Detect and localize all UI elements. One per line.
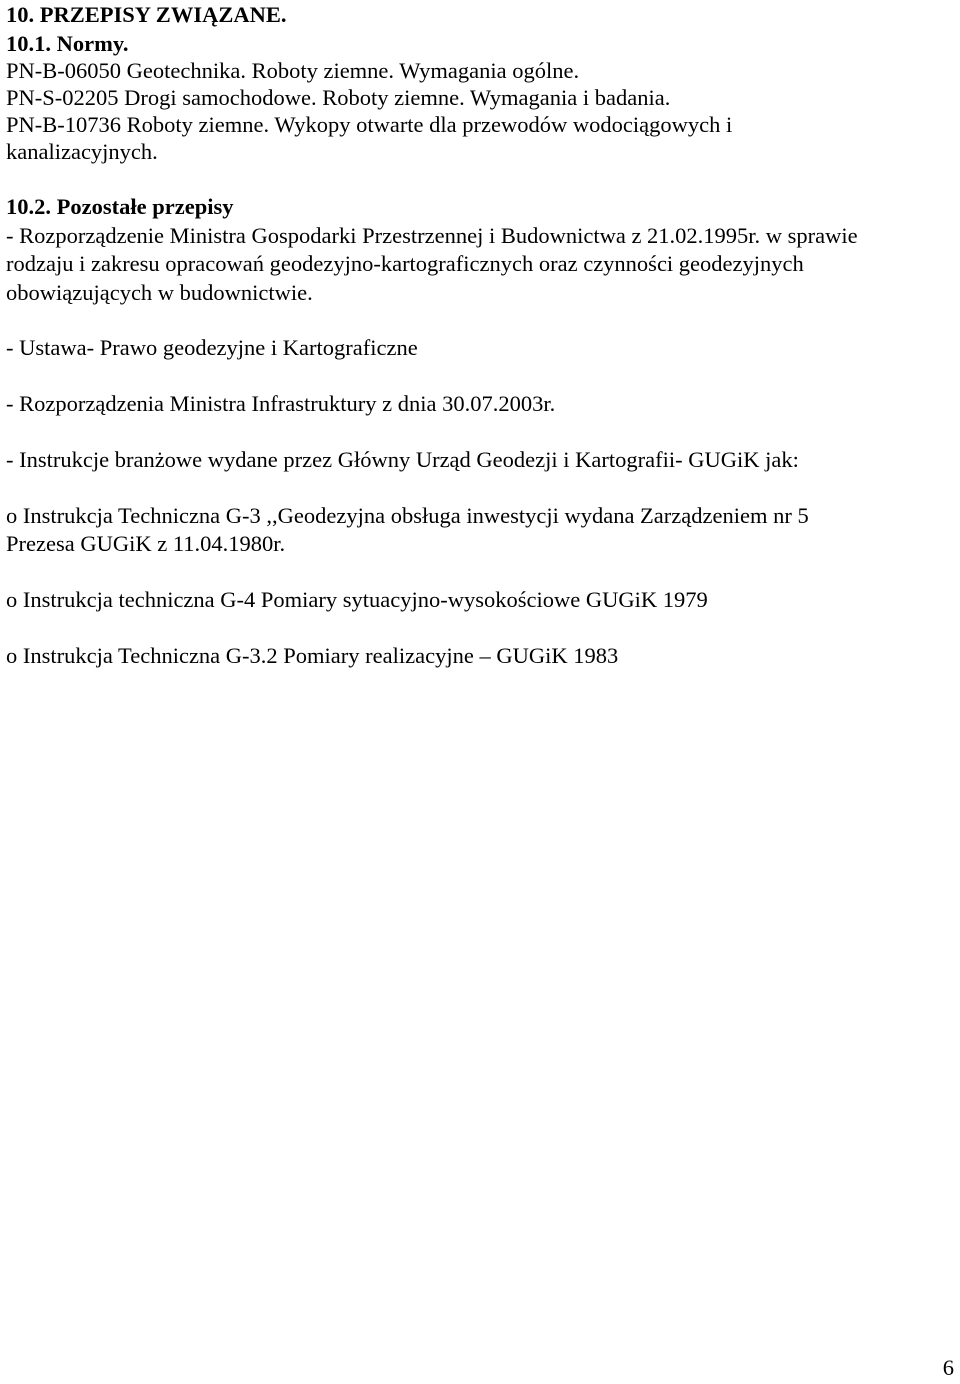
regulation-line: o Instrukcja Techniczna G-3.2 Pomiary realizacyjne – GUGiK 1983 [6, 643, 619, 668]
norm-line: PN-B-06050 Geotechnika. Roboty ziemne. Wymagania ogólne. [6, 58, 580, 83]
norm-line: PN-S-02205 Drogi samochodowe. Roboty ziemne. Wymagania i badania. [6, 85, 671, 110]
regulation-line: - Rozporządzenia Ministra Infrastruktury z dnia 30.07.2003r. [6, 391, 556, 416]
subsection-heading-other-regulations: 10.2. Pozostałe przepisy [6, 194, 234, 219]
regulation-line: Prezesa GUGiK z 11.04.1980r. [6, 531, 286, 556]
regulation-line: o Instrukcja techniczna G-4 Pomiary sytuacyjno-wysokościowe GUGiK 1979 [6, 587, 708, 612]
regulation-line: - Rozporządzenie Ministra Gospodarki Przestrzennej i Budownictwa z 21.02.1995r. w sprawie [6, 223, 858, 248]
regulation-line: rodzaju i zakresu opracowań geodezyjno-kartograficznych oraz czynności geodezyjnych [6, 251, 804, 276]
regulation-line: o Instrukcja Techniczna G-3 ,,Geodezyjna obsługa inwestycji wydana Zarządzeniem nr 5 [6, 503, 809, 528]
norm-line: PN-B-10736 Roboty ziemne. Wykopy otwarte dla przewodów wodociągowych i [6, 112, 733, 137]
regulation-line: - Instrukcje branżowe wydane przez Główny Urząd Geodezji i Kartografii- GUGiK jak: [6, 447, 799, 472]
regulation-line: obowiązujących w budownictwie. [6, 280, 313, 305]
regulation-line: - Ustawa- Prawo geodezyjne i Kartograficzne [6, 335, 418, 360]
section-heading: 10. PRZEPISY ZWIĄZANE. [6, 2, 287, 27]
norm-line: kanalizacyjnych. [6, 139, 158, 164]
subsection-heading-norms: 10.1. Normy. [6, 31, 129, 56]
page-number: 6 [942, 1355, 954, 1380]
